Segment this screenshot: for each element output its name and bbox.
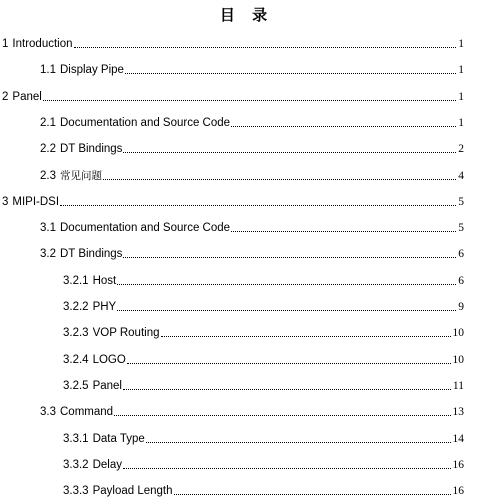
toc-entry-label [63, 379, 122, 393]
toc-page-number: 1 [458, 116, 464, 129]
toc-entry[interactable] [63, 430, 464, 446]
toc-entry-label [63, 484, 173, 498]
toc-entry-text: DT Bindings [60, 143, 123, 156]
toc-entry-text: PHY [92, 301, 117, 313]
toc-entry-label [40, 405, 113, 419]
toc-entry-label [2, 37, 73, 51]
toc-entry-label [40, 142, 122, 156]
toc-entry[interactable] [40, 403, 464, 419]
toc-entry-text: Host [92, 274, 117, 287]
toc-entry-number: 2.1 [40, 116, 56, 129]
toc-entry-number: 2.3 [40, 169, 56, 182]
toc-entry-number: 3.2 [40, 248, 56, 261]
toc-entry[interactable] [63, 377, 464, 393]
toc-entry[interactable] [40, 167, 464, 183]
toc-page-number: 16 [452, 458, 464, 471]
toc-page-number: 2 [458, 143, 464, 156]
toc-entry-label [40, 169, 102, 183]
toc-page-number: 11 [452, 379, 464, 392]
toc-entry[interactable] [63, 351, 464, 367]
toc-entry[interactable] [40, 219, 464, 235]
toc-entry-label [63, 432, 145, 446]
toc-entry-text: 常见问题 [60, 169, 102, 182]
toc-page-number: 1 [458, 90, 464, 103]
toc-dot-leader [125, 73, 456, 74]
toc-entry[interactable] [63, 324, 464, 340]
toc-page-number: 10 [452, 327, 464, 340]
toc-entry[interactable] [63, 272, 464, 288]
toc-dot-leader [174, 494, 451, 495]
toc-page-number: 14 [452, 432, 464, 445]
toc-entry-number: 3.3.3 [63, 485, 89, 498]
toc-dot-leader [123, 257, 456, 258]
toc-entry-number: 2 [2, 90, 9, 103]
toc-entry-text: Display Pipe [60, 64, 124, 77]
toc-dot-leader [103, 179, 456, 180]
toc-entry-number: 3.2.5 [63, 379, 89, 392]
toc-entry-label [63, 326, 160, 340]
toc-page-number: 9 [458, 301, 464, 313]
toc-entry-text: Command [60, 406, 114, 419]
toc-dot-leader [123, 468, 451, 469]
toc-dot-leader [117, 310, 456, 311]
toc-entry[interactable] [2, 193, 464, 209]
toc-page-number: 1 [458, 38, 464, 50]
toc-entry-label [40, 247, 122, 261]
toc-entry[interactable] [2, 35, 464, 51]
toc-dot-leader [117, 284, 456, 285]
toc-entry-label [63, 353, 126, 367]
toc-entry[interactable] [40, 140, 464, 156]
toc-entry[interactable] [40, 61, 464, 77]
toc-entry-label [63, 274, 116, 288]
toc-entry-number: 3.2.1 [63, 274, 89, 287]
toc-dot-leader [74, 47, 457, 48]
toc-entry[interactable] [2, 88, 464, 104]
toc-entry-number: 3.3.1 [63, 432, 89, 445]
toc-entry-number: 1.1 [40, 64, 56, 77]
toc-entry-label [40, 116, 230, 130]
toc-page-number: 13 [452, 406, 464, 419]
toc-entry-number: 3.2.3 [63, 327, 89, 340]
toc-entry-label [40, 221, 230, 235]
toc-entry-text: MIPI-DSI [12, 195, 60, 208]
toc-entry-text: Panel [92, 379, 122, 392]
toc-entry-text: Data Type [92, 432, 145, 445]
toc-entry-text: Introduction [12, 38, 73, 50]
toc-entry-text: Documentation and Source Code [60, 116, 231, 129]
toc-page-number: 16 [452, 485, 464, 498]
toc-page-number: 10 [452, 353, 464, 366]
toc-entry-label [63, 300, 116, 314]
toc-dot-leader [43, 100, 456, 101]
toc-dot-leader [146, 442, 451, 443]
toc-dot-leader [60, 205, 456, 206]
toc-entry[interactable] [63, 482, 464, 498]
toc-page-number: 5 [458, 195, 464, 208]
toc-entry[interactable] [40, 114, 464, 130]
toc-entry-text: VOP Routing [92, 327, 160, 340]
toc-entry-number: 3.2.2 [63, 301, 89, 313]
toc-entry-number: 3.3.2 [63, 458, 89, 471]
toc-entry-text: DT Bindings [60, 248, 123, 261]
toc-dot-leader [123, 152, 456, 153]
toc-entry-text: Documentation and Source Code [60, 222, 231, 235]
toc-entry-number: 3 [2, 195, 9, 208]
toc-entry-number: 3.1 [40, 222, 56, 235]
toc-dot-leader [114, 415, 450, 416]
toc-entry[interactable] [40, 245, 464, 261]
toc-page-number: 6 [458, 274, 464, 287]
toc-entry-number: 2.2 [40, 143, 56, 156]
toc-dot-leader [161, 336, 451, 337]
toc-entry-text: Payload Length [92, 485, 173, 498]
toc-entry[interactable] [63, 298, 464, 314]
toc-title: 目 录 [219, 6, 274, 24]
toc-dot-leader [231, 231, 456, 232]
toc-entry-text: LOGO [92, 353, 126, 366]
toc-entry-number: 3.3 [40, 406, 56, 419]
toc-dot-leader [127, 363, 451, 364]
toc-entry-label [40, 63, 124, 77]
toc-page-number: 4 [458, 169, 464, 182]
toc-entry-text: Panel [12, 90, 42, 103]
toc-page-number: 1 [458, 64, 464, 77]
toc-entry-number: 1 [2, 38, 9, 50]
toc-page-number: 5 [458, 222, 464, 235]
toc-dot-leader [123, 389, 451, 390]
toc-entry-label [2, 90, 42, 104]
toc-entry[interactable] [63, 456, 464, 472]
toc-entry-text: Delay [92, 458, 122, 471]
toc-dot-leader [231, 126, 456, 127]
toc-entry-label [2, 195, 59, 209]
toc-entry-number: 3.2.4 [63, 353, 89, 366]
toc-entry-label [63, 458, 122, 472]
toc-page-number: 6 [458, 248, 464, 261]
